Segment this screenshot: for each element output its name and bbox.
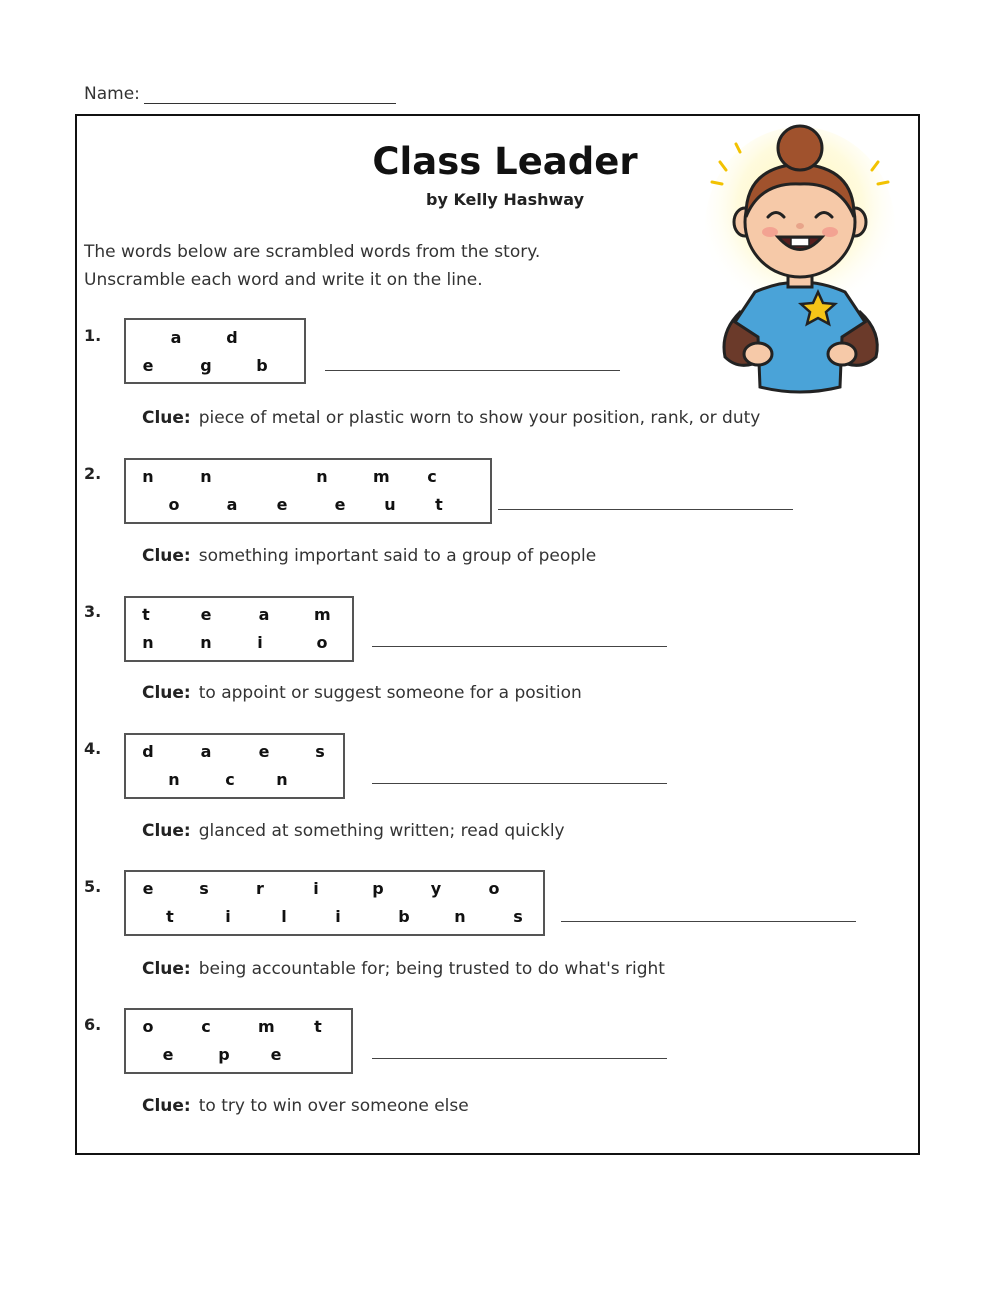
letter-tile: t — [314, 1017, 322, 1036]
letter-tile: n — [276, 770, 288, 789]
clue-text: to try to win over someone else — [198, 1096, 469, 1116]
letter-tile: p — [372, 879, 384, 898]
clue — [142, 683, 582, 703]
nose — [796, 223, 804, 229]
answer-line[interactable] — [498, 509, 793, 510]
letter-tile: s — [199, 879, 209, 898]
hair-bun — [778, 126, 822, 170]
item-number: 4. — [84, 739, 102, 758]
letter-tile: t — [166, 907, 174, 926]
letter-tile: a — [170, 328, 182, 347]
item-number: 3. — [84, 602, 102, 621]
item-number: 1. — [84, 326, 102, 345]
letter-tile: e — [162, 1045, 174, 1064]
clue-label: Clue: — [142, 408, 191, 428]
letter-tile: e — [334, 495, 346, 514]
letter-tile: i — [225, 907, 231, 926]
right-hand — [828, 343, 856, 365]
letter-tile: t — [142, 605, 150, 624]
letter-tile: o — [168, 495, 180, 514]
clue-label: Clue: — [142, 1096, 191, 1116]
letter-tile: s — [315, 742, 325, 761]
letter-tile: n — [142, 467, 154, 486]
letter-tile: i — [313, 879, 319, 898]
clue-label: Clue: — [142, 959, 191, 979]
letter-tile: t — [435, 495, 443, 514]
letter-tile: m — [258, 1017, 275, 1036]
letter-tile: s — [513, 907, 523, 926]
item-number: 5. — [84, 877, 102, 896]
name-input-line[interactable] — [144, 87, 396, 104]
letter-tile: o — [142, 1017, 154, 1036]
clue — [142, 821, 565, 841]
letter-tile: n — [142, 633, 154, 652]
letter-tile: g — [200, 356, 212, 375]
kid-mascot-illustration — [700, 122, 900, 397]
clue — [142, 959, 665, 979]
scrambled-letters-box — [124, 1008, 353, 1074]
teeth — [791, 238, 809, 246]
letter-tile: n — [200, 633, 212, 652]
letter-tile: o — [488, 879, 500, 898]
letter-tile: e — [258, 742, 270, 761]
letter-tile: o — [316, 633, 328, 652]
letter-tile: a — [258, 605, 270, 624]
letter-tile: r — [256, 879, 264, 898]
instructions — [84, 238, 540, 294]
item-number: 2. — [84, 464, 102, 483]
answer-line[interactable] — [372, 1058, 667, 1059]
letter-tile: d — [142, 742, 154, 761]
scrambled-letters-box — [124, 733, 345, 799]
left-hand — [744, 343, 772, 365]
answer-line[interactable] — [372, 783, 667, 784]
letter-tile: u — [384, 495, 396, 514]
clue — [142, 546, 596, 566]
name-label: Name: — [84, 84, 140, 104]
letter-tile: i — [257, 633, 263, 652]
clue — [142, 408, 760, 428]
letter-tile: a — [200, 742, 212, 761]
letter-tile: m — [314, 605, 331, 624]
letter-tile: e — [142, 879, 154, 898]
clue-text: glanced at something written; read quickly — [198, 821, 565, 841]
name-row — [84, 84, 396, 104]
clue-label: Clue: — [142, 546, 191, 566]
letter-tile: n — [454, 907, 466, 926]
letter-tile: d — [226, 328, 238, 347]
letter-tile: n — [200, 467, 212, 486]
letter-tile: c — [201, 1017, 211, 1036]
letter-tile: e — [200, 605, 212, 624]
clue-label: Clue: — [142, 683, 191, 703]
worksheet-title-text: Class Leader — [372, 140, 638, 183]
letter-tile: n — [168, 770, 180, 789]
instruction-line: The words below are scrambled words from the story. — [84, 242, 541, 262]
answer-line[interactable] — [561, 921, 856, 922]
letter-tile: e — [276, 495, 288, 514]
letter-tile: b — [256, 356, 268, 375]
letter-tile: a — [226, 495, 238, 514]
answer-line[interactable] — [372, 646, 667, 647]
letter-tile: m — [373, 467, 390, 486]
answer-line[interactable] — [325, 370, 620, 371]
letter-tile: y — [430, 879, 442, 898]
clue-text: to appoint or suggest someone for a position — [198, 683, 582, 703]
clue-label: Clue: — [142, 821, 191, 841]
item-number: 6. — [84, 1015, 102, 1034]
clue-text: being accountable for; being trusted to do what's right — [198, 959, 665, 979]
letter-tile: p — [218, 1045, 230, 1064]
worksheet-author-text: by Kelly Hashway — [425, 190, 584, 209]
clue-text: something important said to a group of people — [198, 546, 597, 566]
scrambled-letters-box — [124, 870, 545, 936]
letter-tile: e — [270, 1045, 282, 1064]
letter-tile: n — [316, 467, 328, 486]
clue — [142, 1096, 469, 1116]
scrambled-letters-box — [124, 596, 354, 662]
scrambled-letters-box — [124, 318, 306, 384]
letter-tile: c — [427, 467, 437, 486]
letter-tile: e — [142, 356, 154, 375]
letter-tile: b — [398, 907, 410, 926]
clue-text: piece of metal or plastic worn to show your position, rank, or duty — [198, 408, 761, 428]
scrambled-letters-box — [124, 458, 492, 524]
letter-tile: c — [225, 770, 235, 789]
letter-tile: i — [335, 907, 341, 926]
instruction-line: Unscramble each word and write it on the line. — [84, 270, 483, 290]
letter-tile: l — [281, 907, 287, 926]
